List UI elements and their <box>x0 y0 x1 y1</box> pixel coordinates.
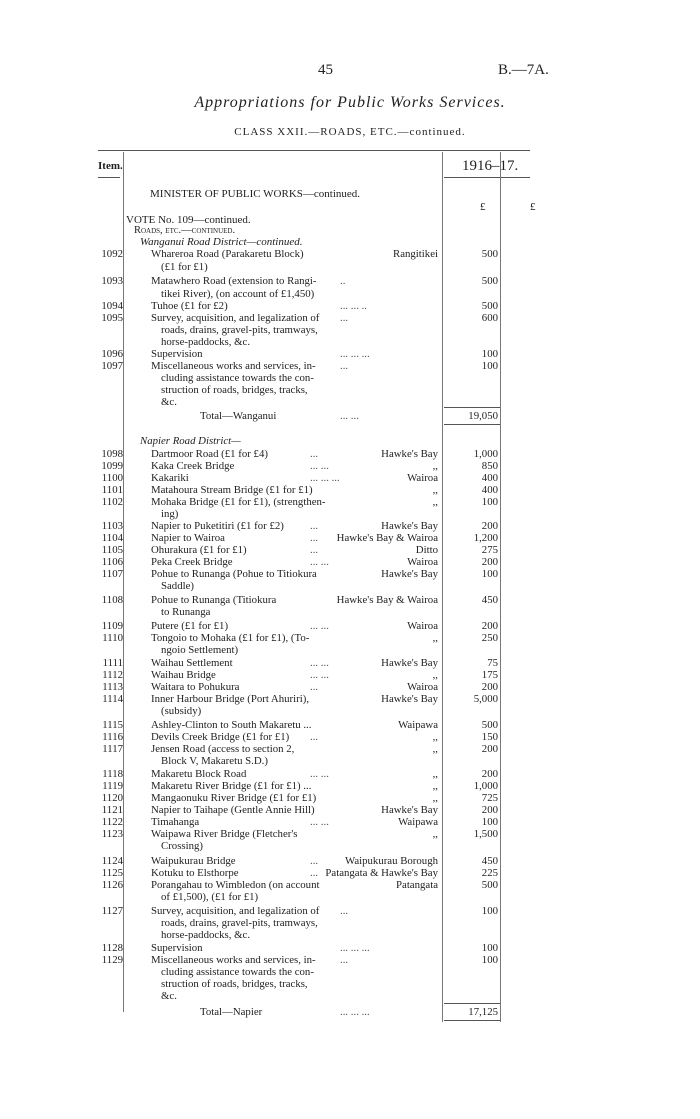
appropriation-item <box>0 792 700 804</box>
item-number: 1115 <box>102 719 123 731</box>
item-locality: ,, <box>432 792 438 804</box>
item-description: (£1 for £1) <box>161 261 208 273</box>
item-locality: Ditto <box>415 544 438 556</box>
item-amount: 200 <box>481 520 498 532</box>
item-number: 1109 <box>101 620 123 632</box>
leader-dots: .. <box>340 275 346 287</box>
item-continuation <box>0 261 700 273</box>
item-description: Total—Napier <box>200 1006 263 1018</box>
appropriation-item <box>0 460 700 472</box>
item-number: 1125 <box>101 867 123 879</box>
item-continuation <box>0 755 700 767</box>
item-continuation <box>0 396 700 408</box>
appropriation-item <box>0 348 700 360</box>
item-description: ngoio Settlement) <box>161 644 239 656</box>
item-locality: Hawke's Bay <box>381 693 438 705</box>
item-amount: 1,000 <box>473 780 498 792</box>
leader-dots: ... ... ... <box>310 472 340 484</box>
item-continuation <box>0 508 700 520</box>
item-description: Matawhero Road (extension to Rangi- <box>151 275 317 287</box>
item-amount: 5,000 <box>473 693 498 705</box>
item-amount: 200 <box>481 768 498 780</box>
item-continuation <box>0 705 700 717</box>
total-rule-bottom <box>444 1020 500 1021</box>
pound-sign-2: £ <box>530 201 536 213</box>
item-description: Whareroa Road (Parakaretu Block) <box>151 248 304 260</box>
item-amount: 100 <box>481 942 498 954</box>
leader-dots: ... <box>310 544 319 556</box>
leader-dots: ... ... <box>310 669 329 681</box>
item-locality: Wairoa <box>407 556 438 568</box>
item-number: 1116 <box>102 731 123 743</box>
appropriation-item <box>0 669 700 681</box>
item-amount: 100 <box>481 905 498 917</box>
leader-dots: ... ... <box>310 768 329 780</box>
item-number: 1094 <box>101 300 123 312</box>
item-description: Crossing) <box>161 840 203 852</box>
item-description: Inner Harbour Bridge (Port Ahuriri), <box>151 693 310 705</box>
appropriation-item <box>0 657 700 669</box>
appropriation-item <box>0 693 700 705</box>
item-amount: 500 <box>481 275 498 287</box>
item-amount: 150 <box>481 731 498 743</box>
item-description: Napier to Puketitiri (£1 for £2) <box>151 520 284 532</box>
item-number: 1092 <box>101 248 123 260</box>
item-description: Timahanga <box>151 816 200 828</box>
item-description: Mangaonuku River Bridge (£1 for £1) <box>151 792 317 804</box>
item-locality: Hawke's Bay <box>381 520 438 532</box>
appropriation-item <box>0 532 700 544</box>
item-number: 1107 <box>101 568 123 580</box>
leader-dots: ... ... ... <box>340 942 370 954</box>
appropriation-item <box>0 719 700 731</box>
appropriation-item <box>0 496 700 508</box>
item-amount: 1,500 <box>473 828 498 840</box>
item-number: 1105 <box>101 544 123 556</box>
item-amount: 450 <box>481 594 498 606</box>
top-rule <box>98 150 530 151</box>
leader-dots: ... ... <box>340 410 359 422</box>
item-amount: 100 <box>481 348 498 360</box>
appropriation-item <box>0 954 700 966</box>
leader-dots: ... <box>310 867 319 879</box>
item-number: 1118 <box>102 768 123 780</box>
item-number: 1100 <box>101 472 123 484</box>
item-description: &c. <box>161 396 177 408</box>
appropriation-item <box>0 632 700 644</box>
item-description: Mohaka Bridge (£1 for £1), (strengthen- <box>151 496 326 508</box>
item-description: Putere (£1 for £1) <box>151 620 229 632</box>
item-locality: Waipawa <box>398 719 438 731</box>
item-description: Jensen Road (access to section 2, <box>151 743 295 755</box>
appropriation-item <box>0 867 700 879</box>
appropriation-item <box>0 484 700 496</box>
year-column-header: 1916–17. <box>462 158 519 174</box>
leader-dots: ... <box>310 448 319 460</box>
item-description: Waihau Bridge <box>151 669 216 681</box>
item-locality: ,, <box>432 460 438 472</box>
item-number: 1114 <box>102 693 123 705</box>
item-number: 1112 <box>102 669 123 681</box>
item-description: Supervision <box>151 942 203 954</box>
item-description: Napier Road District— <box>140 435 241 447</box>
item-number: 1120 <box>101 792 123 804</box>
item-description: tikei River), (on account of £1,450) <box>161 288 315 300</box>
item-amount: 200 <box>481 556 498 568</box>
item-amount: 200 <box>481 743 498 755</box>
item-number: 1099 <box>101 460 123 472</box>
leader-dots: ... <box>340 905 349 917</box>
appropriation-item <box>0 816 700 828</box>
item-description: Kaka Creek Bridge <box>151 460 235 472</box>
item-description: Kotuku to Elsthorpe <box>151 867 239 879</box>
item-number: 1093 <box>101 275 123 287</box>
appropriation-item <box>0 360 700 372</box>
item-number: 1101 <box>101 484 123 496</box>
item-column-header: Item. <box>98 160 123 172</box>
item-amount: 500 <box>481 719 498 731</box>
item-locality: Hawke's Bay & Wairoa <box>336 594 438 606</box>
appropriation-item <box>0 448 700 460</box>
item-continuation <box>0 917 700 929</box>
item-amount: 275 <box>481 544 498 556</box>
item-amount: 200 <box>481 804 498 816</box>
item-description: Kakariki <box>151 472 189 484</box>
appropriation-item <box>0 556 700 568</box>
item-locality: Waipawa <box>398 816 438 828</box>
item-locality: Wairoa <box>407 472 438 484</box>
item-description: Tongoio to Mohaka (£1 for £1), (To- <box>151 632 310 644</box>
item-amount: 100 <box>481 816 498 828</box>
item-amount: 400 <box>481 484 498 496</box>
item-number: 1121 <box>101 804 123 816</box>
item-number: 1113 <box>102 681 123 693</box>
appropriation-item <box>0 544 700 556</box>
item-amount: 1,000 <box>473 448 498 460</box>
item-number: 1117 <box>102 743 123 755</box>
item-description: to Runanga <box>161 606 211 618</box>
item-number: 1119 <box>102 780 123 792</box>
item-description: Makaretu Block Road <box>151 768 247 780</box>
item-description: horse-paddocks, &c. <box>161 929 251 941</box>
item-number: 1097 <box>101 360 123 372</box>
item-description: struction of roads, bridges, tracks, <box>161 384 308 396</box>
appropriation-item <box>0 300 700 312</box>
item-locality: Hawke's Bay <box>381 448 438 460</box>
item-description: struction of roads, bridges, tracks, <box>161 978 308 990</box>
item-continuation <box>0 580 700 592</box>
item-amount: 1,200 <box>473 532 498 544</box>
leader-dots: ... <box>310 520 319 532</box>
leader-dots: ... ... <box>310 816 329 828</box>
appropriation-item <box>0 942 700 954</box>
item-description: Napier to Taihape (Gentle Annie Hill) <box>151 804 315 816</box>
appropriation-item <box>0 855 700 867</box>
item-amount: 225 <box>481 867 498 879</box>
item-description: cluding assistance towards the con- <box>161 966 314 978</box>
item-description: cluding assistance towards the con- <box>161 372 314 384</box>
total-rule-bottom <box>444 424 500 425</box>
item-number: 1104 <box>101 532 123 544</box>
item-description: Devils Creek Bridge (£1 for £1) <box>151 731 290 743</box>
item-amount: 200 <box>481 620 498 632</box>
year-header-rule <box>444 177 530 178</box>
item-number: 1122 <box>101 816 123 828</box>
item-amount: 100 <box>481 360 498 372</box>
district-total <box>0 1006 700 1018</box>
item-locality: ,, <box>432 484 438 496</box>
appropriation-item <box>0 804 700 816</box>
item-description: Miscellaneous works and services, in- <box>151 360 316 372</box>
class-heading: CLASS XXII.—ROADS, ETC.—continued. <box>234 126 466 138</box>
appropriation-item <box>0 275 700 287</box>
item-amount: 500 <box>481 879 498 891</box>
leader-dots: ... ... <box>310 460 329 472</box>
item-amount: 400 <box>481 472 498 484</box>
item-header-rule <box>98 177 120 178</box>
appropriation-item <box>0 594 700 606</box>
item-number: 1110 <box>102 632 123 644</box>
item-description: Pohue to Runanga (Titiokura <box>151 594 277 606</box>
item-description: Waihau Settlement <box>151 657 233 669</box>
item-description: Waitara to Pohukura <box>151 681 240 693</box>
item-description: Total—Wanganui <box>200 410 277 422</box>
page-number: 45 <box>318 62 333 78</box>
item-locality: ,, <box>432 828 438 840</box>
ministry-heading: MINISTER OF PUBLIC WORKS—continued. <box>150 188 361 200</box>
item-description: Makaretu River Bridge (£1 for £1) ... <box>151 780 312 792</box>
appropriation-item <box>0 520 700 532</box>
item-description: Supervision <box>151 348 203 360</box>
item-amount: 75 <box>487 657 498 669</box>
item-number: 1129 <box>101 954 123 966</box>
item-description: Napier to Wairoa <box>151 532 225 544</box>
item-number: 1102 <box>101 496 123 508</box>
appropriation-item <box>0 828 700 840</box>
item-amount: 250 <box>481 632 498 644</box>
leader-dots: ... ... <box>310 620 329 632</box>
item-locality: Hawke's Bay <box>381 568 438 580</box>
leader-dots: ... <box>310 731 319 743</box>
item-locality: Waipukurau Borough <box>345 855 438 867</box>
item-locality: ,, <box>432 632 438 644</box>
item-amount: 100 <box>481 954 498 966</box>
item-locality: Wairoa <box>407 681 438 693</box>
item-amount: 600 <box>481 312 498 324</box>
item-locality: ,, <box>432 496 438 508</box>
item-description: Waipukurau Bridge <box>151 855 236 867</box>
item-description: Survey, acquisition, and legalization of <box>151 905 320 917</box>
item-description: &c. <box>161 990 177 1002</box>
item-number: 1098 <box>101 448 123 460</box>
item-description: ing) <box>161 508 179 520</box>
appropriation-item <box>0 780 700 792</box>
appropriation-item <box>0 743 700 755</box>
leader-dots: ... ... ... <box>340 1006 370 1018</box>
vote-heading: VOTE No. 109—continued. <box>126 214 251 226</box>
item-continuation <box>0 288 700 300</box>
item-number: 1111 <box>102 657 123 669</box>
item-continuation <box>0 978 700 990</box>
total-rule-top <box>444 1003 500 1004</box>
item-continuation <box>0 384 700 396</box>
total-rule-top <box>444 407 500 408</box>
item-continuation <box>0 891 700 903</box>
document-reference: B.—7A. <box>498 62 549 78</box>
item-locality: Patangata <box>396 879 438 891</box>
appropriation-item <box>0 620 700 632</box>
item-number: 1124 <box>101 855 123 867</box>
item-description: horse-paddocks, &c. <box>161 336 251 348</box>
appropriation-item <box>0 568 700 580</box>
item-locality: ,, <box>432 768 438 780</box>
item-amount: 500 <box>481 248 498 260</box>
item-continuation <box>0 966 700 978</box>
item-amount: 100 <box>481 496 498 508</box>
item-locality: Wairoa <box>407 620 438 632</box>
item-description: Peka Creek Bridge <box>151 556 233 568</box>
leader-dots: ... ... ... <box>340 348 370 360</box>
item-description: (subsidy) <box>161 705 202 717</box>
item-number: 1095 <box>101 312 123 324</box>
item-number: 1108 <box>101 594 123 606</box>
item-locality: ,, <box>432 743 438 755</box>
item-description: Porangahau to Wimbledon (on account <box>151 879 320 891</box>
item-description: roads, drains, gravel-pits, tramways, <box>161 917 318 929</box>
item-locality: Rangitikei <box>393 248 438 260</box>
item-description: Waipawa River Bridge (Fletcher's <box>151 828 298 840</box>
item-description: Ohurakura (£1 for £1) <box>151 544 247 556</box>
item-continuation <box>0 644 700 656</box>
item-amount: 725 <box>481 792 498 804</box>
item-description: of £1,500), (£1 for £1) <box>161 891 259 903</box>
item-description: Survey, acquisition, and legalization of <box>151 312 320 324</box>
appropriation-item <box>0 681 700 693</box>
item-description: Ashley-Clinton to South Makaretu ... <box>151 719 312 731</box>
item-number: 1123 <box>101 828 123 840</box>
item-locality: ,, <box>432 731 438 743</box>
item-continuation <box>0 929 700 941</box>
item-number: 1126 <box>101 879 123 891</box>
item-description: Tuhoe (£1 for £2) <box>151 300 228 312</box>
leader-dots: ... <box>310 681 319 693</box>
item-description: roads, drains, gravel-pits, tramways, <box>161 324 318 336</box>
wanganui-district-heading: Wanganui Road District—continued. <box>140 236 303 248</box>
item-continuation <box>0 336 700 348</box>
item-number: 1128 <box>101 942 123 954</box>
appropriation-item <box>0 312 700 324</box>
item-locality: Patangata & Hawke's Bay <box>325 867 438 879</box>
district-total <box>0 410 700 422</box>
item-number: 1106 <box>101 556 123 568</box>
appropriation-item <box>0 905 700 917</box>
item-locality: ,, <box>432 669 438 681</box>
item-number: 1096 <box>101 348 123 360</box>
item-locality: ,, <box>432 780 438 792</box>
item-number: 1103 <box>101 520 123 532</box>
item-description: Pohue to Runanga (Pohue to Titiokura <box>151 568 317 580</box>
item-locality: Hawke's Bay <box>381 804 438 816</box>
item-continuation <box>0 840 700 852</box>
item-amount: 200 <box>481 681 498 693</box>
district-heading <box>0 435 700 447</box>
appropriation-item <box>0 879 700 891</box>
appropriation-item <box>0 731 700 743</box>
item-amount: 17,125 <box>468 1006 498 1018</box>
item-number: 1127 <box>101 905 123 917</box>
leader-dots: ... ... <box>310 657 329 669</box>
page-title: Appropriations for Public Works Services. <box>194 94 506 111</box>
leader-dots: ... ... .. <box>340 300 367 312</box>
leader-dots: ... ... <box>310 556 329 568</box>
item-amount: 175 <box>481 669 498 681</box>
item-description: Miscellaneous works and services, in- <box>151 954 316 966</box>
item-amount: 100 <box>481 568 498 580</box>
leader-dots: ... <box>310 532 319 544</box>
item-description: Block V, Makaretu S.D.) <box>161 755 268 767</box>
appropriation-item <box>0 768 700 780</box>
item-description: Dartmoor Road (£1 for £4) <box>151 448 268 460</box>
appropriation-item <box>0 248 700 260</box>
item-amount: 450 <box>481 855 498 867</box>
item-amount: 19,050 <box>468 410 498 422</box>
leader-dots: ... <box>340 954 349 966</box>
item-continuation <box>0 606 700 618</box>
item-continuation <box>0 324 700 336</box>
roads-heading: Roads, etc.—continued. <box>134 225 236 236</box>
item-amount: 500 <box>481 300 498 312</box>
item-description: Matahoura Stream Bridge (£1 for £1) <box>151 484 313 496</box>
item-continuation <box>0 372 700 384</box>
leader-dots: ... <box>340 312 349 324</box>
item-locality: Hawke's Bay <box>381 657 438 669</box>
item-locality: Hawke's Bay & Wairoa <box>336 532 438 544</box>
item-description: Saddle) <box>161 580 194 592</box>
leader-dots: ... <box>310 855 319 867</box>
appropriation-item <box>0 472 700 484</box>
item-amount: 850 <box>481 460 498 472</box>
item-continuation <box>0 990 700 1002</box>
leader-dots: ... <box>340 360 349 372</box>
pound-sign-1: £ <box>480 201 486 213</box>
